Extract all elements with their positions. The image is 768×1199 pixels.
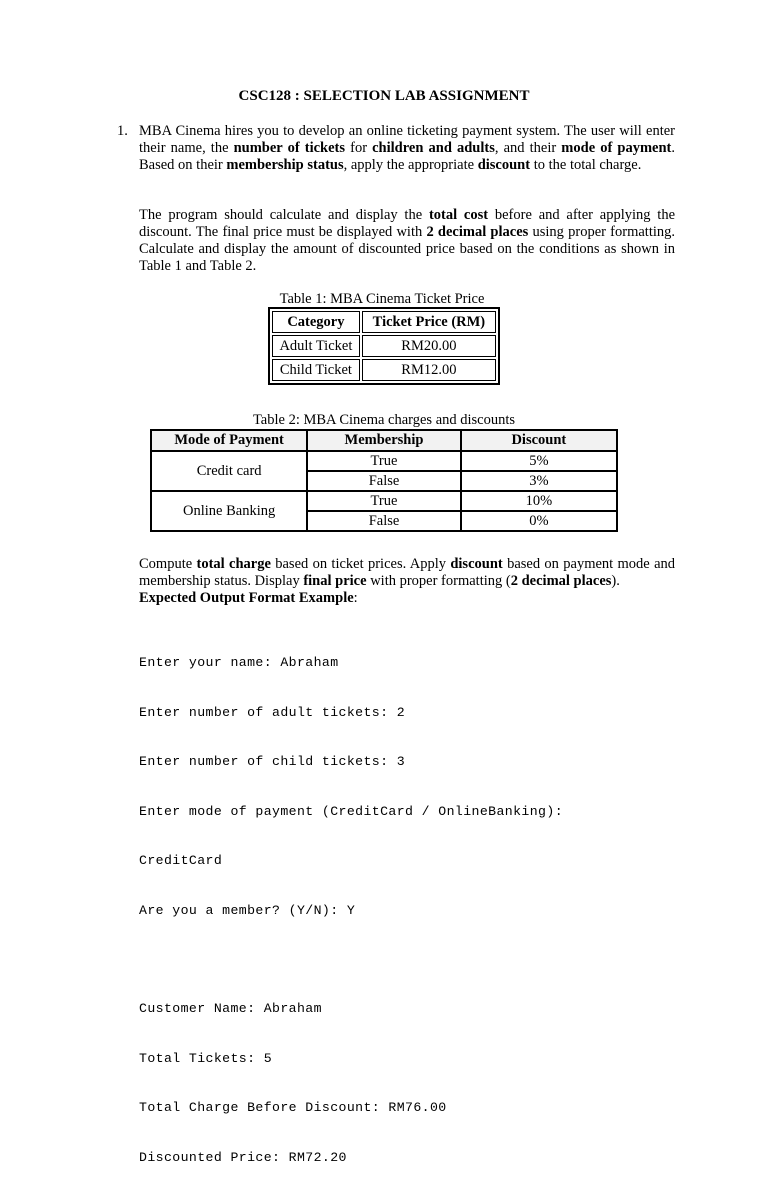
text: , and their xyxy=(494,140,562,156)
output-line: Customer Name: Abraham xyxy=(139,1001,322,1016)
text: for xyxy=(345,140,373,156)
column-header: Mode of Payment xyxy=(151,430,307,451)
text: Compute xyxy=(139,556,197,572)
table-header-row xyxy=(151,430,617,451)
text: before and after applying the discount. The final price must be displayed with xyxy=(139,207,676,240)
text: with proper formatting ( xyxy=(366,573,511,589)
output-line: Total Charge Before Discount: RM76.00 xyxy=(139,1100,447,1115)
output-line: CreditCard xyxy=(139,853,223,868)
payment-mode-cell: Online Banking xyxy=(151,491,307,531)
ticket-price-table xyxy=(268,307,500,385)
text: . Based on their xyxy=(139,140,675,173)
output-line: Enter number of adult tickets: 2 xyxy=(139,704,406,720)
bold-text: total charge xyxy=(196,556,271,572)
column-header: Discount xyxy=(461,430,617,451)
bold-text: membership status xyxy=(226,157,344,173)
output-line: Enter your name: Abraham xyxy=(139,655,339,670)
output-line: Enter mode of payment (CreditCard / OnlineBanking): xyxy=(139,803,564,819)
table-row xyxy=(151,451,617,471)
text: ). xyxy=(611,573,620,589)
table-header-row xyxy=(272,311,496,333)
bold-text: final price xyxy=(303,573,367,589)
text: The program should calculate and display the xyxy=(139,207,429,223)
charges-discount-table xyxy=(150,429,618,532)
table-row xyxy=(151,491,617,511)
column-header: Category xyxy=(272,311,360,333)
bold-text: 2 decimal places xyxy=(426,224,529,240)
bold-text: total cost xyxy=(428,207,489,223)
text: , apply the appropriate xyxy=(343,157,478,173)
output-line: Enter number of child tickets: 3 xyxy=(139,754,406,769)
output-line: Discounted Price: RM72.20 xyxy=(139,1149,347,1165)
text: based on ticket prices. Apply xyxy=(270,556,451,572)
bold-text: discount xyxy=(450,556,503,572)
table-cell: 0% xyxy=(461,511,617,531)
table-cell: Adult Ticket xyxy=(272,335,360,357)
payment-mode-cell: Credit card xyxy=(151,451,307,491)
table-cell: RM12.00 xyxy=(362,359,496,381)
bold-text: children and adults xyxy=(372,140,495,156)
bold-text: discount xyxy=(477,157,531,173)
text: MBA Cinema hires you to develop an online ticketing payment system. The user will enter their name, the xyxy=(139,123,675,156)
bold-text: Expected Output Format Example xyxy=(139,590,354,606)
column-header: Membership xyxy=(307,430,460,451)
table-cell: Child Ticket xyxy=(272,359,360,381)
output-line xyxy=(139,952,563,968)
list-item-number: 1. xyxy=(117,123,128,139)
table-row xyxy=(272,359,496,381)
intro-paragraph xyxy=(139,123,675,174)
bold-text: number of tickets xyxy=(233,140,346,156)
text: to the total charge. xyxy=(530,157,642,173)
table-cell: RM20.00 xyxy=(362,335,496,357)
bold-text: mode of payment xyxy=(561,140,672,156)
output-line: Total Tickets: 5 xyxy=(139,1050,273,1066)
compute-paragraph xyxy=(139,556,675,607)
bold-text: 2 decimal places xyxy=(510,573,612,589)
table-cell: False xyxy=(307,511,460,531)
text: using proper formatting. Calculate and display the amount of discounted price based on the conditions as shown in Table 1 and Table 2. xyxy=(139,224,675,274)
table-cell: 10% xyxy=(461,491,617,511)
table-row xyxy=(272,335,496,357)
column-header: Ticket Price (RM) xyxy=(362,311,496,333)
table-cell: False xyxy=(307,471,460,491)
requirements-paragraph xyxy=(139,207,675,275)
text: : xyxy=(353,590,358,606)
table-cell: 5% xyxy=(461,451,617,471)
table-cell: 3% xyxy=(461,471,617,491)
expected-output-block xyxy=(139,622,563,1199)
text: based on payment mode and membership status. Display xyxy=(139,556,676,589)
table1-caption: Table 1: MBA Cinema Ticket Price xyxy=(279,291,485,307)
table-cell: True xyxy=(307,451,460,471)
page-title: CSC128 : SELECTION LAB ASSIGNMENT xyxy=(238,88,530,104)
table-cell: True xyxy=(307,491,460,511)
table2-caption: Table 2: MBA Cinema charges and discounts xyxy=(252,412,516,428)
output-line: Are you a member? (Y/N): Y xyxy=(139,902,356,918)
